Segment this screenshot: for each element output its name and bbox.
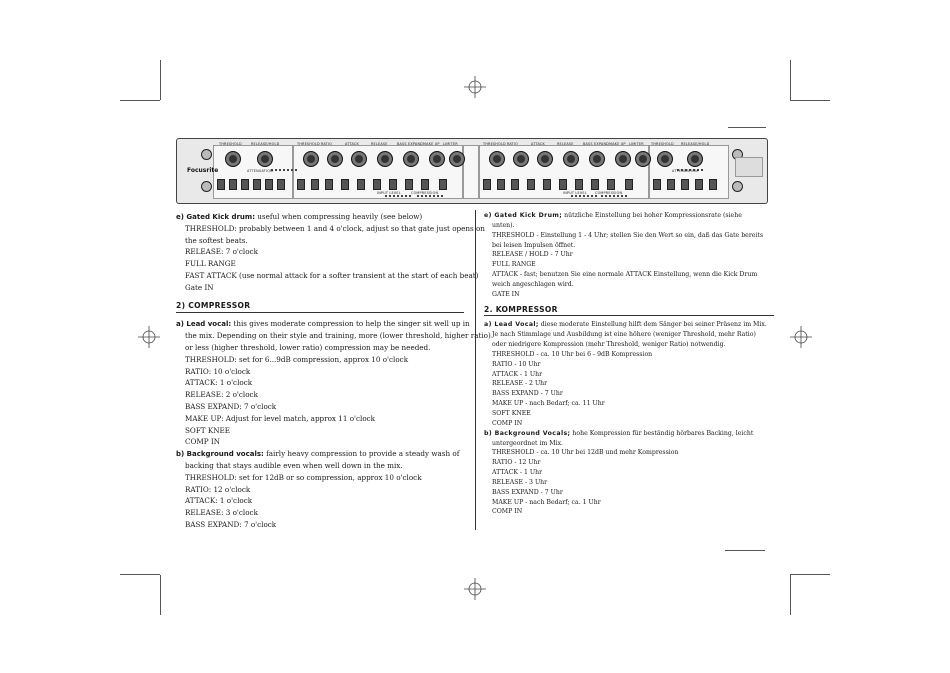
setting-text: RELEASE - 2 Uhr [492, 380, 548, 388]
setting-text: weich angeschlagen wird. [492, 280, 574, 288]
section-heading-text: 2) COMPRESSOR [176, 301, 251, 311]
setting-line [185, 271, 478, 280]
meter-led [621, 195, 623, 197]
setting-text: Gate IN [185, 282, 214, 292]
setting-line [185, 259, 236, 268]
section-heading-text: 2. KOMPRESSOR [484, 305, 558, 315]
setting-text: FAST ATTACK (use normal attack for a softer transient at the start of each beat) [185, 271, 479, 280]
knob[interactable] [489, 151, 505, 167]
setting-line [492, 361, 540, 369]
knob-label[interactable]: RELEASE [371, 142, 388, 146]
meter-led [571, 195, 573, 197]
crop-mark [160, 575, 161, 615]
meter-led [591, 195, 593, 197]
panel-switch[interactable] [341, 179, 349, 190]
setting-text: THRESHOLD - ca. 10 Uhr bei 6 - 9dB Kompression [492, 350, 653, 358]
registration-mark-icon [138, 326, 160, 348]
meter-led [425, 195, 427, 197]
panel-switch[interactable] [709, 179, 717, 190]
panel-switch[interactable] [311, 179, 319, 190]
crop-mark [790, 574, 830, 575]
setting-line [492, 380, 547, 388]
meter-led [433, 195, 435, 197]
setting-text: THRESHOLD: set for 12dB or so compression, approx 10 o'clock [185, 472, 422, 482]
section-heading [484, 306, 558, 314]
setting-line [185, 378, 252, 387]
knob-label[interactable]: BASS EXPAND [583, 142, 609, 146]
panel-switch[interactable] [511, 179, 519, 190]
knob-label[interactable]: RATIO [507, 142, 519, 146]
crop-mark [120, 100, 160, 101]
knob-label[interactable]: THRESHOLD [483, 142, 506, 146]
setting-text: RELEASE: 7 o'clock [185, 247, 258, 257]
knob[interactable] [303, 151, 319, 167]
setting-line [492, 251, 573, 259]
setting-text: THRESHOLD: probably between 1 and 4 o'clock, adjust so that gate just opens on [185, 223, 485, 233]
meter-led [283, 169, 285, 171]
setting-line [492, 331, 756, 339]
setting-line [185, 508, 258, 517]
setting-line [185, 402, 276, 411]
panel-switch[interactable] [625, 179, 633, 190]
meter-led [613, 195, 615, 197]
knob[interactable] [429, 151, 445, 167]
knob-label[interactable]: THRESHOLD [297, 142, 320, 146]
center-section [463, 145, 479, 199]
setting-line [492, 499, 601, 507]
setting-text: SOFT KNEE [185, 425, 231, 435]
setting-text: unten). [492, 221, 515, 229]
knob[interactable] [635, 151, 651, 167]
setting-text: BASS EXPAND: 7 o'clock [185, 401, 277, 411]
setting-text: MAKE UP - nach Bedarf; ca. 1 Uhr [492, 498, 601, 506]
panel-switch[interactable] [297, 179, 305, 190]
knob[interactable] [225, 151, 241, 167]
panel-switch[interactable] [667, 179, 675, 190]
knob-label[interactable]: RELEASE [557, 142, 574, 146]
setting-text: RATIO: 12 o'clock [185, 484, 251, 494]
registration-mark-icon [464, 578, 486, 600]
setting-text: the mix. Depending on their style and training, more (lower threshold, higher ratio) [185, 331, 491, 341]
setting-line [492, 508, 522, 516]
setting-text: ATTACK: 1 o'clock [185, 496, 253, 506]
knob-label[interactable]: MAKE UP [609, 142, 626, 146]
setting-text: RATIO - 12 Uhr [492, 459, 541, 467]
setting-text: ATTACK - 1 Uhr [492, 469, 543, 477]
setting-line [185, 247, 258, 256]
column-divider [475, 210, 476, 530]
rack-screw-icon [201, 181, 212, 192]
setting-line [492, 400, 605, 408]
panel-switch[interactable] [229, 179, 237, 190]
setting-line [185, 414, 375, 423]
setting-text: FULL RANGE [492, 261, 536, 269]
panel-switch[interactable] [575, 179, 583, 190]
meter-led [617, 195, 619, 197]
setting-text: THRESHOLD: set for 6...9dB compression, approx 10 o'clock [185, 354, 409, 364]
item-text: fairly heavy compression to provide a steady wash of [263, 449, 460, 459]
item-title: a) Lead vocal: [176, 320, 232, 329]
setting-line [492, 440, 563, 448]
brand-logo: Focusrite [187, 167, 219, 174]
item-text: hohe Kompression für beständig hörbares Backing, leicht [570, 429, 754, 437]
knob-label[interactable]: RELEASE/HOLD [681, 142, 710, 146]
setting-text: RELEASE: 3 o'clock [185, 508, 258, 518]
setting-line [185, 367, 250, 376]
item-title: e) Gated Kick Drum; [484, 212, 563, 219]
panel-switch[interactable] [591, 179, 599, 190]
crop-mark [790, 575, 791, 615]
meter-led [437, 195, 439, 197]
panel-switch[interactable] [483, 179, 491, 190]
setting-text: or less (higher threshold, lower ratio) compression may be needed. [185, 342, 431, 352]
knob-label[interactable]: LIMITER [629, 142, 644, 146]
setting-line [492, 449, 678, 457]
meter-led [275, 169, 277, 171]
setting-line [492, 410, 531, 418]
meter-led [583, 195, 585, 197]
registration-mark-icon [790, 326, 812, 348]
panel-switch[interactable] [439, 179, 447, 190]
knob-label[interactable]: MAKE UP [423, 142, 440, 146]
panel-switch[interactable] [325, 179, 333, 190]
item-title: b) Background vocals: [176, 450, 264, 459]
setting-text: RATIO: 10 o'clock [185, 366, 251, 376]
knob[interactable] [687, 151, 703, 167]
section-label: INPUT LEVEL [563, 191, 587, 195]
knob-label[interactable]: RATIO [321, 142, 333, 146]
knob-label[interactable]: ATTACK [345, 142, 359, 146]
crop-mark [790, 100, 830, 101]
setting-text: ATTACK - fast; benutzen Sie eine normale ATTACK Einstellung, wenn die Kick Drum [492, 271, 758, 279]
setting-text: THRESHOLD - Einstellung 1 - 4 Uhr; stellen Sie den Wert so ein, daß das Gate bereits [492, 231, 764, 239]
meter-led [397, 195, 399, 197]
heading-rule [176, 312, 464, 313]
meter-led [385, 195, 387, 197]
item-paragraph-lead [176, 319, 470, 329]
setting-text: ATTACK - 1 Uhr [492, 370, 543, 378]
meter-led [417, 195, 419, 197]
page-edge-mark [728, 127, 766, 128]
setting-text: MAKE UP - nach Bedarf; ca. 11 Uhr [492, 400, 605, 408]
meter-led [701, 169, 703, 171]
panel-switch[interactable] [607, 179, 615, 190]
knob[interactable] [513, 151, 529, 167]
setting-line [185, 236, 248, 245]
setting-line [492, 242, 575, 250]
setting-line [185, 355, 408, 364]
setting-line [492, 479, 547, 487]
panel-switch[interactable] [389, 179, 397, 190]
setting-line [185, 485, 250, 494]
device-front-panel [176, 138, 768, 204]
setting-line [185, 224, 485, 233]
setting-text: ATTACK: 1 o'clock [185, 378, 253, 388]
registration-mark-icon [464, 76, 486, 98]
meter-led [291, 169, 293, 171]
meter-led [587, 195, 589, 197]
setting-line [492, 281, 574, 289]
panel-switch[interactable] [217, 179, 225, 190]
setting-line [185, 426, 230, 435]
item-title: b) Background Vocals; [484, 429, 571, 437]
meter-led [601, 195, 603, 197]
page-edge-mark [725, 550, 765, 551]
section-heading [176, 301, 250, 310]
rack-screw-icon [732, 181, 743, 192]
knob[interactable] [351, 151, 367, 167]
setting-line [185, 331, 491, 340]
section-label: COMPRESSION [595, 191, 623, 195]
item-text: nützliche Einstellung bei hoher Kompressionsrate (siehe [562, 212, 742, 219]
item-title: a) Lead Vocal; [484, 321, 539, 329]
setting-line [185, 520, 276, 529]
setting-text: RELEASE: 2 o'clock [185, 390, 258, 400]
meter-led [609, 195, 611, 197]
panel-switch[interactable] [559, 179, 567, 190]
meter-led [575, 195, 577, 197]
setting-text: GATE IN [492, 290, 520, 298]
knob[interactable] [403, 151, 419, 167]
meter-led [605, 195, 607, 197]
section-label: COMPRESSION [411, 191, 439, 195]
rack-screw-icon [201, 149, 212, 160]
panel-switch[interactable] [405, 179, 413, 190]
meter-led [579, 195, 581, 197]
setting-line [492, 271, 757, 279]
setting-line [185, 473, 422, 482]
meter-led [421, 195, 423, 197]
setting-text: bei leisen Impulsen öffnet. [492, 241, 576, 249]
meter-led [393, 195, 395, 197]
meter-led [595, 195, 597, 197]
item-paragraph-lead [484, 321, 767, 329]
meter-led [625, 195, 627, 197]
knob[interactable] [257, 151, 273, 167]
setting-text: BASS EXPAND - 7 Uhr [492, 488, 563, 496]
setting-line [492, 232, 763, 240]
setting-text: backing that stays audible even when well down in the mix. [185, 460, 403, 470]
meter-led [287, 169, 289, 171]
meter-led [405, 195, 407, 197]
setting-line [185, 390, 258, 399]
meter-led [389, 195, 391, 197]
setting-line [185, 343, 430, 352]
panel-switch[interactable] [357, 179, 365, 190]
knob-label[interactable]: THRESHOLD [219, 142, 242, 146]
setting-line [492, 489, 563, 497]
panel-switch[interactable] [653, 179, 661, 190]
setting-text: oder niedrigere Kompression (mehr Threshold, weniger Ratio) notwendig. [492, 341, 726, 349]
setting-text: Je nach Stimmlage und Ausbildung ist eine höhere (weniger Threshold, mehr Ratio) [492, 331, 756, 339]
panel-switch[interactable] [695, 179, 703, 190]
knob[interactable] [537, 151, 553, 167]
meter-led [429, 195, 431, 197]
knob[interactable] [327, 151, 343, 167]
crop-mark [790, 60, 791, 100]
setting-text: SOFT KNEE [492, 409, 531, 417]
setting-line [492, 469, 542, 477]
item-paragraph-lead [176, 212, 422, 222]
meter-led [441, 195, 443, 197]
section-label: ATTENUATION [672, 169, 698, 173]
panel-switch[interactable] [527, 179, 535, 190]
item-text: diese moderate Einstellung hilft dem Sänger bei seiner Präsenz im Mix. [538, 321, 767, 329]
meter-led [409, 195, 411, 197]
item-text: useful when compressing heavily (see below) [255, 212, 423, 221]
setting-line [185, 496, 252, 505]
setting-text: MAKE UP: Adjust for level match, approx 11 o'clock [185, 413, 376, 423]
meter-led [279, 169, 281, 171]
setting-text: COMP IN [492, 419, 523, 427]
panel-switch[interactable] [253, 179, 261, 190]
setting-line [185, 283, 214, 292]
knob[interactable] [377, 151, 393, 167]
setting-line [492, 371, 542, 379]
panel-switch[interactable] [277, 179, 285, 190]
setting-text: THRESHOLD - ca. 10 Uhr bei 12dB und mehr Kompression [492, 449, 679, 457]
knob[interactable] [449, 151, 465, 167]
knob-label[interactable]: ATTACK [531, 142, 545, 146]
panel-switch[interactable] [241, 179, 249, 190]
setting-line [492, 222, 514, 230]
panel-switch[interactable] [265, 179, 273, 190]
item-title: e) Gated Kick drum: [176, 213, 255, 221]
setting-line [185, 437, 220, 446]
device-logo-badge [735, 157, 763, 177]
setting-text: RELEASE / HOLD - 7 Uhr [492, 251, 573, 259]
setting-line [492, 261, 536, 269]
setting-line [492, 291, 520, 299]
setting-text: RATIO - 10 Uhr [492, 360, 541, 368]
item-text: this gives moderate compression to help the singer sit well up in [231, 319, 470, 329]
panel-switch[interactable] [373, 179, 381, 190]
item-paragraph-lead [176, 449, 459, 459]
panel-switch[interactable] [421, 179, 429, 190]
panel-switch[interactable] [497, 179, 505, 190]
section-label: INPUT LEVEL [377, 191, 401, 195]
setting-line [185, 461, 403, 470]
knob-label[interactable]: BASS EXPAND [397, 142, 423, 146]
setting-text: RELEASE - 3 Uhr [492, 478, 548, 486]
setting-line [492, 351, 652, 359]
knob[interactable] [563, 151, 579, 167]
knob-label[interactable]: THRESHOLD [651, 142, 674, 146]
knob[interactable] [589, 151, 605, 167]
knob[interactable] [657, 151, 673, 167]
item-paragraph-lead [484, 430, 753, 438]
knob[interactable] [615, 151, 631, 167]
crop-mark [120, 574, 160, 575]
setting-text: BASS EXPAND: 7 o'clock [185, 519, 277, 529]
knob-label[interactable]: LIMITER [443, 142, 458, 146]
setting-text: COMP IN [492, 508, 523, 516]
section-label: ATTENUATION [247, 169, 273, 173]
setting-text: FULL RANGE [185, 259, 236, 269]
setting-line [492, 459, 540, 467]
crop-mark [160, 60, 161, 100]
meter-led [295, 169, 297, 171]
item-paragraph-lead [484, 212, 742, 220]
setting-text: the softest beats. [185, 235, 248, 245]
panel-switch[interactable] [681, 179, 689, 190]
knob-label[interactable]: RELEASE/HOLD [251, 142, 280, 146]
setting-text: BASS EXPAND - 7 Uhr [492, 390, 563, 398]
setting-text: COMP IN [185, 437, 221, 447]
setting-line [492, 341, 726, 349]
setting-text: untergeordnet im Mix. [492, 439, 564, 447]
setting-line [492, 420, 522, 428]
meter-led [401, 195, 403, 197]
panel-switch[interactable] [543, 179, 551, 190]
setting-line [492, 390, 563, 398]
heading-rule [484, 315, 774, 316]
